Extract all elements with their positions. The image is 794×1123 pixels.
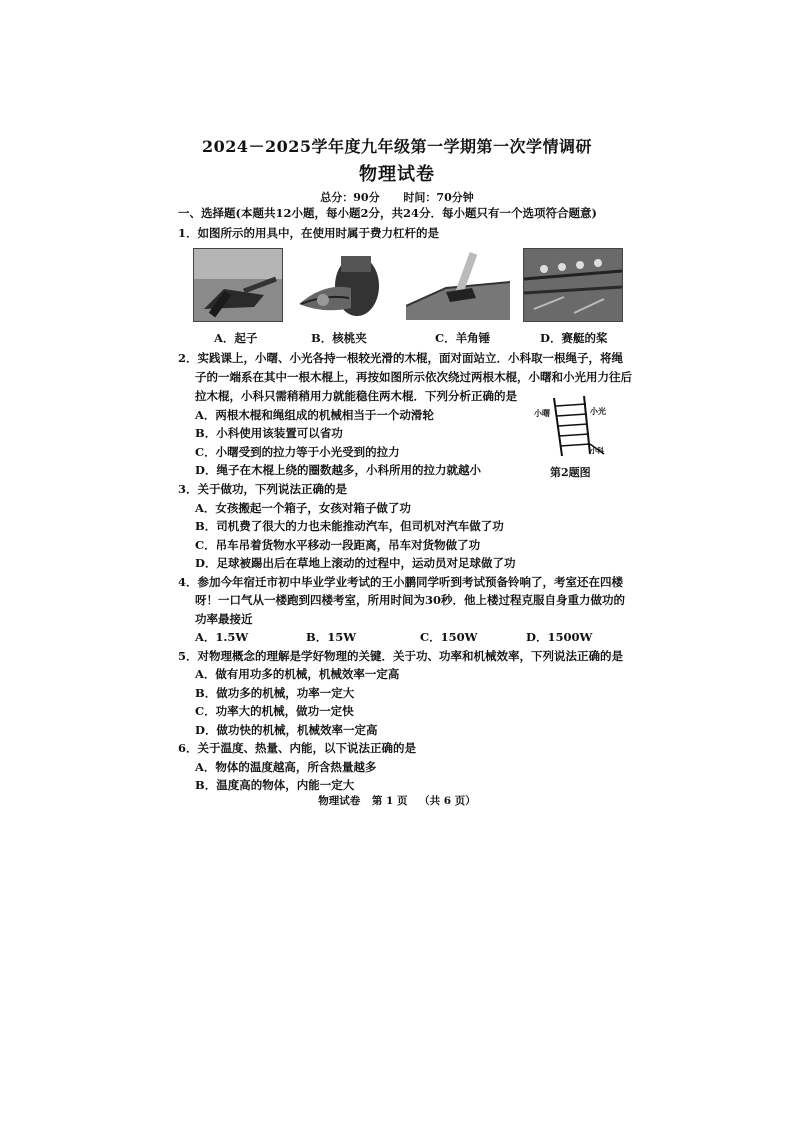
q6-option-b: B．温度高的物体，内能一定大 [195,778,355,792]
section-heading: 一、选择题(本题共12小题，每小题2分，共24分．每小题只有一个选项符合题意) [178,206,597,220]
footer-subject: 物理试卷 [318,795,361,807]
q3-option-b: B．司机费了很大的力也未能推动汽车，但司机对汽车做了功 [195,519,504,533]
q1-option-c: C．羊角锤 [435,331,491,345]
q4-option-c: C．150W [420,630,478,644]
q1-option-b: B．核桃夹 [311,331,367,345]
page-footer [0,793,794,808]
q1-stem: 1．如图所示的用具中，在使用时属于费力杠杆的是 [178,226,439,240]
q1-option-a: A．起子 [214,331,258,345]
bottle-opener-photo [193,248,283,322]
exam-subtitle: 物理试卷 [359,164,435,185]
q5-option-b: B．做功多的机械，功率一定大 [195,686,355,700]
q2-label-xiaoke: 小科 [590,446,604,455]
q4-stem-line3: 功率最接近 [195,612,253,626]
q4-option-a: A．1.5W [195,630,249,644]
footer-page: 第 1 页 [371,795,408,807]
exam-time: 时间：70分钟 [403,191,474,204]
q2-stem-line3: 拉木棍，小科只需稍稍用力就能稳住两木棍．下列分析正确的是 [195,389,517,403]
claw-hammer-photo [406,248,510,320]
q1-option-d: D．赛艇的桨 [540,331,608,345]
q5-option-a: A．做有用功多的机械，机械效率一定高 [195,667,400,681]
q2-option-d: D．绳子在木棍上绕的圈数越多，小科所用的拉力就越小 [195,463,481,477]
q2-option-b: B．小科使用该装置可以省功 [195,426,343,440]
rowing-oars-photo [523,248,623,322]
q2-stem-line1: 2．实践课上，小曙、小光各持一根较光滑的木棍，面对面站立．小科取一根绳子，将绳 [178,351,623,365]
q2-option-a: A．两根木棍和绳组成的机械相当于一个动滑轮 [195,408,434,422]
footer-total: （共 6 页） [419,795,476,807]
q4-stem-line1: 4．参加今年宿迁市初中毕业学业考试的王小鹏同学听到考试预备铃响了，考室还在四楼 [178,575,623,589]
q2-figure-caption: 第2题图 [550,466,591,479]
q2-label-xiaoshu: 小曙 [534,408,550,418]
q2-stem-line2: 子的一端系在其中一根木棍上，再按如图所示依次绕过两根木棍，小曙和小光用力往后 [195,370,632,384]
exam-title: 2024－2025学年度九年级第一学期第一次学情调研 [201,137,593,156]
q3-option-c: C．吊车吊着货物水平移动一段距离，吊车对货物做了功 [195,538,481,552]
q2-label-xiaoguang: 小光 [590,406,606,416]
q5-stem: 5．对物理概念的理解是学好物理的关键．关于功、功率和机械效率，下列说法正确的是 [178,649,623,663]
q6-option-a: A．物体的温度越高，所含热量越多 [195,760,377,774]
q4-stem-line2: 呀！一口气从一楼跑到四楼考室，所用时间为30秒．他上楼过程克服自身重力做功的 [195,593,625,607]
q4-option-b: B．15W [306,630,357,644]
q4-option-d: D．1500W [526,630,593,644]
q3-stem: 3．关于做功，下列说法正确的是 [178,482,347,496]
q6-stem: 6．关于温度、热量、内能，以下说法正确的是 [178,741,416,755]
q5-option-c: C．功率大的机械，做功一定快 [195,704,354,718]
q2-figure [532,394,612,460]
q3-option-d: D．足球被踢出后在草地上滚动的过程中，运动员对足球做了功 [195,556,516,570]
total-score: 总分：90分 [320,191,380,204]
exam-meta [0,189,794,205]
q3-option-a: A．女孩搬起一个箱子，女孩对箱子做了功 [195,501,411,515]
q5-option-d: D．做功快的机械，机械效率一定高 [195,723,378,737]
q2-option-c: C．小曙受到的拉力等于小光受到的拉力 [195,445,400,459]
walnut-cracker-photo [295,248,392,320]
